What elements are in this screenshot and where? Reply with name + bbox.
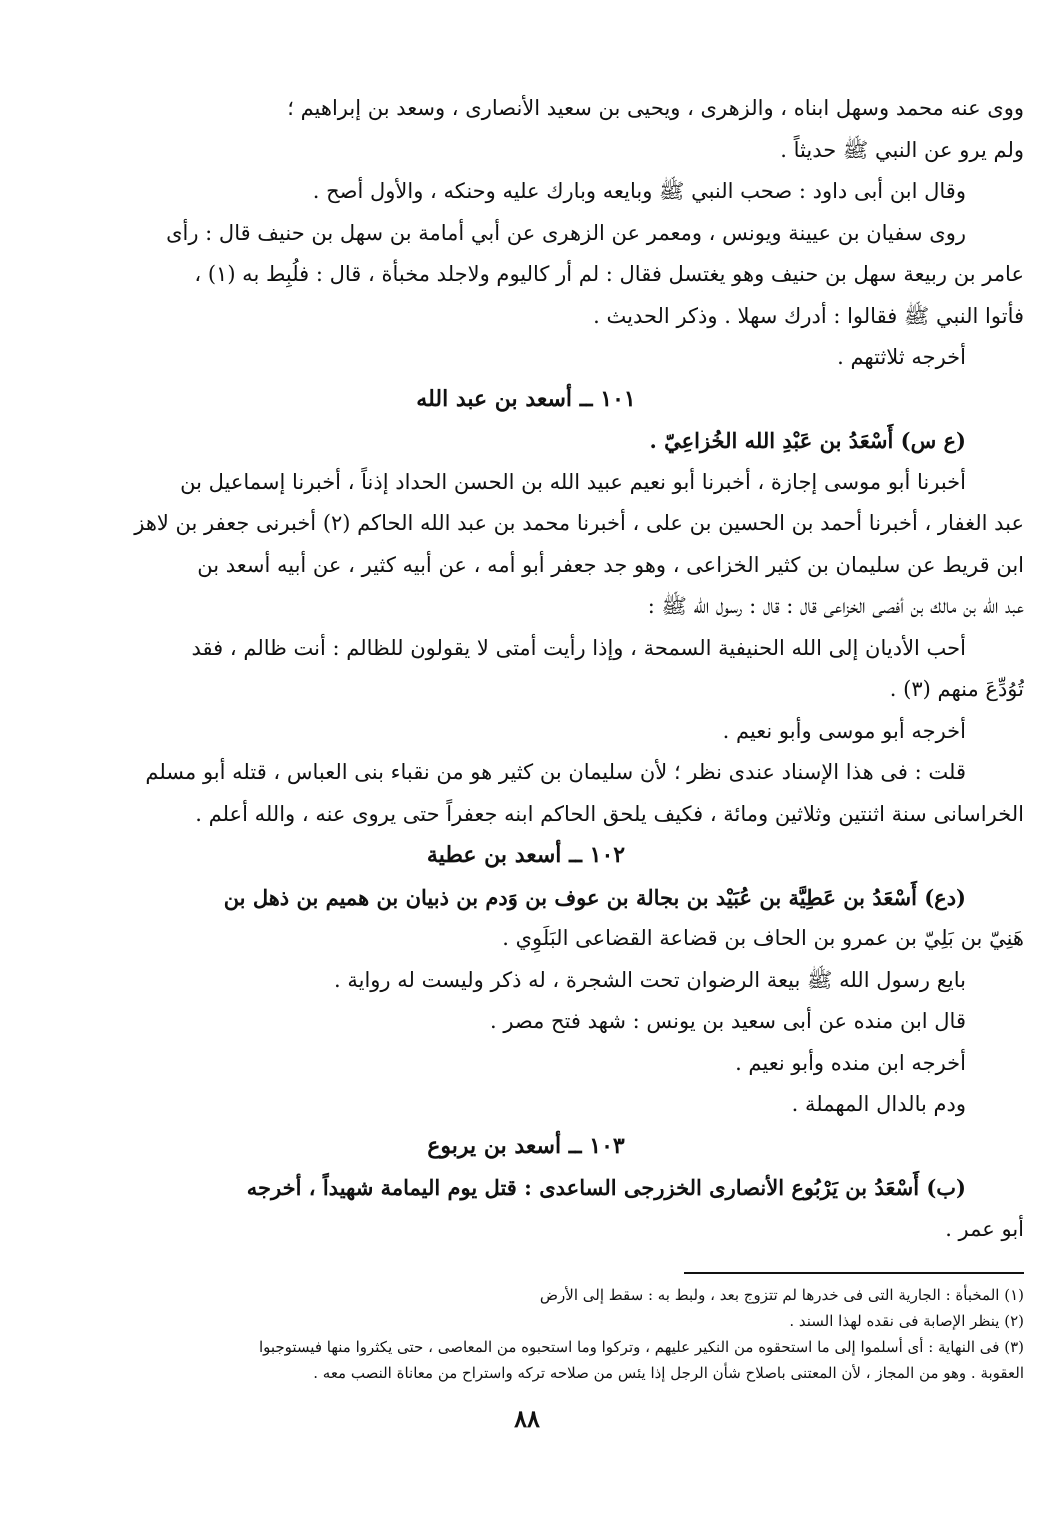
entry-name-line: (ع س) أَسْعَدُ بن عَبْدِ الله الخُزاعِيّ . — [649, 428, 966, 453]
footnote: (١) المخبأة : الجارية التى فى خدرها لم تتزوج بعد ، ولبط به : سقط إلى الأرض — [539, 1286, 1024, 1304]
text-line: أبو عمر . — [945, 1216, 1024, 1241]
text-line: عبد الله بن مالك بن أفصى الخزاعى قال : قال : رسول الله ﷺ : — [647, 594, 1024, 618]
text-line: تُوُدِّعَ منهم (٣) . — [889, 677, 1024, 701]
text-line: بايع رسول الله ﷺ بيعة الرضوان تحت الشجرة ، له ذكر وليست له رواية . — [334, 967, 966, 992]
text-line: ابن قريط عن سليمان بن كثير الخزاعى ، وهو جد جعفر أبو أمه ، عن أبيه كثير ، عن أبيه أسعد بن — [197, 552, 1024, 577]
text-line: قال ابن منده عن أبى سعيد بن يونس : شهد فتح مصر . — [489, 1009, 966, 1033]
footnote: (٢) ينظر الإصابة فى نقده لهذا السند . — [789, 1312, 1024, 1330]
text-line: أخبرنا أبو موسى إجازة ، أخبرنا أبو نعيم عبيد الله بن الحسن الحداد إذناً ، أخبرنا إسماعيل بن — [180, 469, 966, 494]
text-line: أخرجه ثلاثتهم . — [837, 345, 966, 369]
text-line: ولم يرو عن النبي ﷺ حديثاً . — [780, 137, 1024, 162]
page-number: ٨٨ — [514, 1404, 540, 1433]
entry-heading: ١٠٣ ــ أسعد بن يربوع — [427, 1132, 625, 1159]
text-line: هَنِيّ بن بَلِيّ بن عمرو بن الحاف بن قضاعة القضاعى البَلَوِي . — [502, 926, 1024, 950]
previous-entry-continuation — [28, 88, 1024, 379]
text-line: الخراسانى سنة اثنتين وثلاثين ومائة ، فكيف يلحق الحاكم ابنه جعفراً حتى يروى عنه ، والله أعلم . — [195, 801, 1024, 826]
entry-name-line: (ب) أَسْعَدُ بن يَرْبُوع الأنصارى الخزرجى الساعدى : قتل يوم اليمامة شهيداً ، أخرجه — [246, 1175, 966, 1200]
entry-101 — [28, 379, 1024, 836]
text-line: وقال ابن أبى داود : صحب النبي ﷺ وبايعه وبارك عليه وحنكه ، والأول أصح . — [312, 179, 966, 203]
entry-heading: ١٠١ ــ أسعد بن عبد الله — [416, 385, 636, 412]
footnote: العقوبة . وهو من المجاز ، لأن المعتنى باصلاح شأن الرجل إذا يئس من صلاحه تركه واستراح من معاناة النصب معه . — [313, 1364, 1024, 1382]
entry-name-line: (دع) أَسْعَدُ بن عَطِيَّة بن عُبَيْد بن بجالة بن عوف بن وَدم بن ذبيان بن هميم بن ذهل بن — [223, 884, 966, 910]
text-line: أخرجه أبو موسى وأبو نعيم . — [722, 718, 966, 743]
footnotes — [28, 1282, 1024, 1386]
entry-103 — [28, 1126, 1024, 1251]
footnote-rule — [684, 1272, 1024, 1274]
text-line: أخرجه ابن منده وأبو نعيم . — [735, 1050, 966, 1075]
text-line: فأتوا النبي ﷺ فقالوا : أدرك سهلا . وذكر الحديث . — [593, 303, 1024, 328]
entry-102 — [28, 835, 1024, 1126]
entry-heading: ١٠٢ ــ أسعد بن عطية — [426, 842, 626, 868]
footnote-separator — [28, 1250, 1024, 1282]
text-line: عامر بن ربيعة سهل بن حنيف وهو يغتسل فقال : لم أر كاليوم ولاجلد مخبأة ، قال : فلُبِط به (١) ، — [194, 262, 1024, 286]
text-line: عبد الغفار ، أخبرنا أحمد بن الحسين بن على ، أخبرنا محمد بن عبد الله الحاكم (٢) أخبرنى جعفر بن لاهز — [134, 511, 1024, 535]
footnote: (٣) فى النهاية : أى أسلموا إلى ما استحقوه من النكير عليهم ، وتركوا وما استحبوه من المعاصى ، حتى يكثروا منها فيستوجبوا — [258, 1338, 1024, 1356]
text-line: روى سفيان بن عيينة ويونس ، ومعمر عن الزهرى عن أبي أمامة بن سهل بن حنيف قال : رأى — [166, 220, 966, 245]
text-line: قلت : فى هذا الإسناد عندى نظر ؛ لأن سليمان بن كثير هو من نقباء بنى العباس ، قتله أبو مسلم — [145, 760, 966, 784]
text-line: ودم بالدال المهملة . — [791, 1092, 966, 1116]
text-line: أحب الأديان إلى الله الحنيفية السمحة ، وإذا رأيت أمتى لا يقولون للظالم : أنت ظالم ، فقد — [191, 635, 966, 660]
text-line: ووى عنه محمد وسهل ابناه ، والزهرى ، ويحيى بن سعيد الأنصارى ، وسعد بن إبراهيم ؛ — [287, 96, 1024, 120]
